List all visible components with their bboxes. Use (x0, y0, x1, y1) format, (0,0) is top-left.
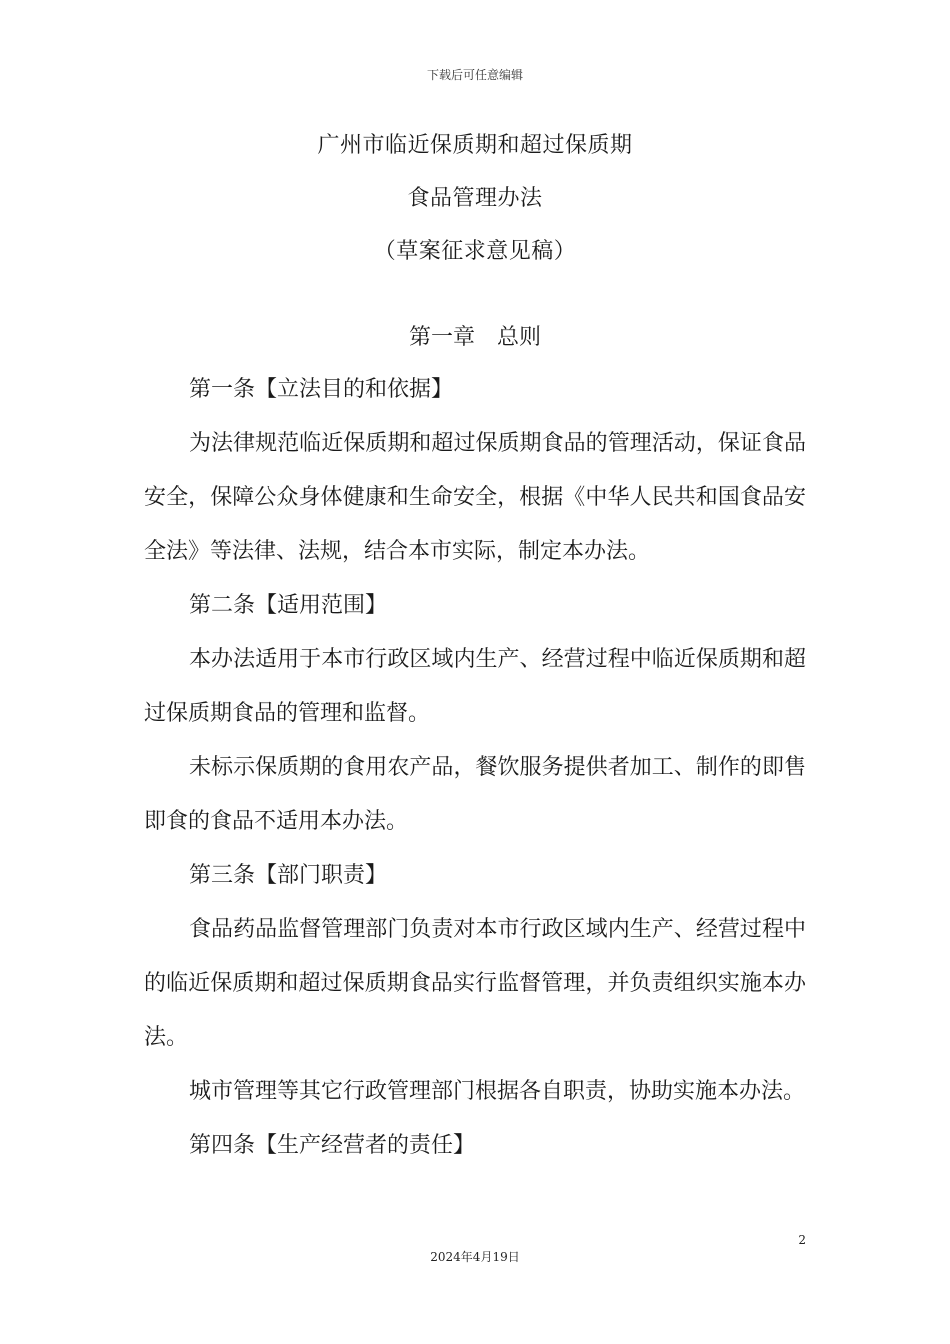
header-note: 下载后可任意编辑 (426, 68, 523, 82)
article-paragraph: 城市管理等其它行政管理部门根据各自职责，协助实施本办法。 (189, 1079, 806, 1104)
document-subtitle: （草案征求意见稿） (373, 239, 577, 264)
article-paragraph: 未标示保质期的食用农产品，餐饮服务提供者加工、制作的即售即食的食品不适用本办法。 (144, 755, 806, 834)
article-heading-4: 第四条【生产经营者的责任】 (189, 1133, 476, 1158)
chapter-heading: 第一章 总则 (408, 325, 541, 350)
footer-date: 2024年4月19日 (430, 1250, 520, 1264)
article-heading-1: 第一条【立法目的和依据】 (189, 377, 454, 402)
article-paragraph: 为法律规范临近保质期和超过保质期食品的管理活动，保证食品安全，保障公众身体健康和生命安全，根据《中华人民共和国食品安全法》等法律、法规，结合本市实际，制定本办法。 (144, 431, 806, 564)
article-heading-3: 第三条【部门职责】 (189, 863, 388, 888)
document-title-line-1: 广州市临近保质期和超过保质期 (317, 133, 633, 158)
document-title-line-2: 食品管理办法 (407, 186, 543, 211)
page-number: 2 (798, 1233, 806, 1247)
article-paragraph: 食品药品监督管理部门负责对本市行政区域内生产、经营过程中的临近保质期和超过保质期食品实行监督管理，并负责组织实施本办法。 (144, 917, 806, 1050)
article-paragraph: 本办法适用于本市行政区域内生产、经营过程中临近保质期和超过保质期食品的管理和监督。 (144, 647, 806, 726)
article-heading-2: 第二条【适用范围】 (189, 593, 388, 618)
document-body (144, 363, 806, 1173)
